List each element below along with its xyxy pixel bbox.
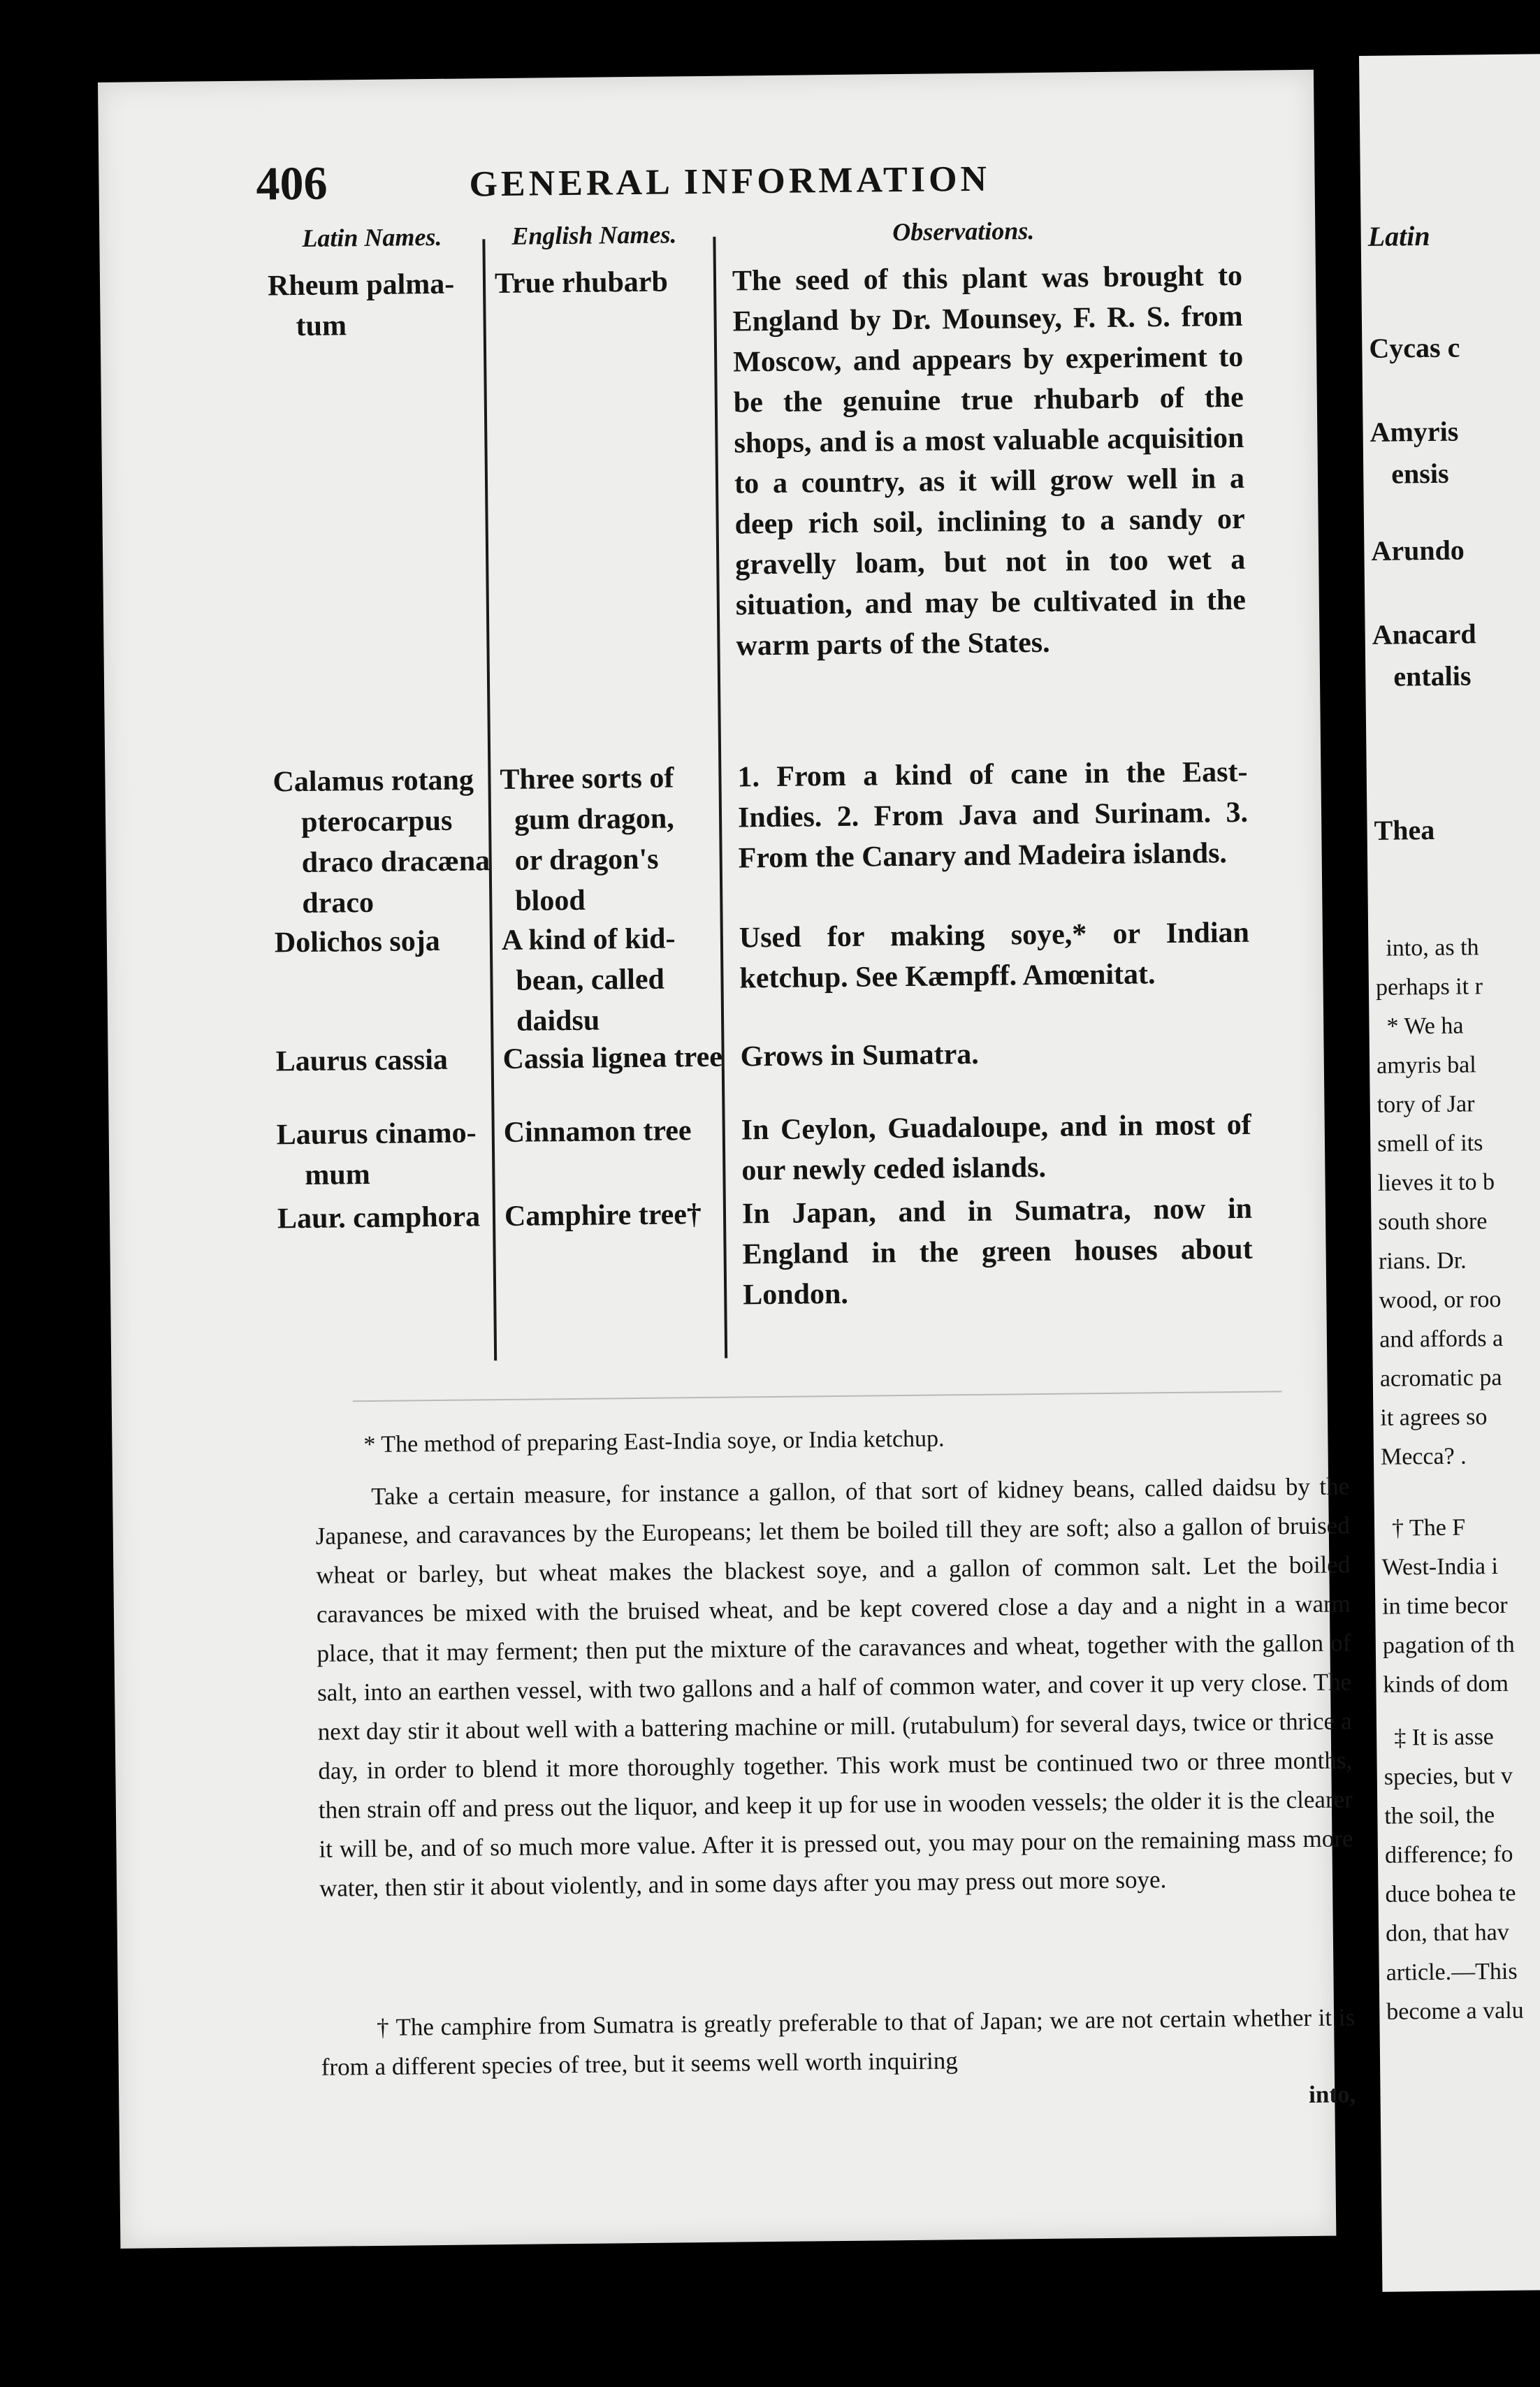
book-page — [98, 70, 1356, 2249]
latin-name: Laurus cassia — [275, 1043, 449, 1078]
page-header — [99, 145, 1315, 214]
english-name: Three sorts of gum dragon, or dragon's blood — [500, 762, 675, 917]
facing-line: pagation of th — [1382, 1631, 1515, 1659]
observation: 1. From a kind of cane in the East-Indies. 2. From Java and Surinam. 3. From the Canary and Madeira islands. — [737, 755, 1249, 875]
latin-name: Rheum palma- tum — [267, 268, 455, 343]
observation: Used for making soye,* or Indian ketchup. See Kæmpff. Amœnitat. — [739, 916, 1250, 995]
english-name: True rhubarb — [494, 266, 669, 300]
latin-name: Calamus rotang pterocarpus draco dracæna draco — [273, 764, 491, 920]
facing-line: the soil, the — [1384, 1802, 1495, 1829]
facing-line: West-India i — [1381, 1553, 1499, 1581]
facing-line: into, as th — [1386, 934, 1479, 962]
facing-line: lieves it to b — [1377, 1169, 1495, 1196]
table-end-rule — [353, 1391, 1282, 1402]
facing-line: * We ha — [1386, 1013, 1464, 1040]
latin-name: Laurus cinamo- mum — [276, 1117, 477, 1191]
facing-line: tory of Jar — [1376, 1091, 1475, 1118]
running-title: GENERAL INFORMATION — [469, 159, 991, 205]
english-name: Cassia lignea tree — [502, 1040, 723, 1076]
facing-line: Mecca? . — [1380, 1443, 1467, 1470]
facing-line: duce bohea te — [1385, 1880, 1516, 1908]
facing-line: † The F — [1391, 1514, 1466, 1541]
facing-line: Thea — [1374, 813, 1435, 846]
footnote-title: * The method of preparing East-India soye, or India ketchup. — [363, 1425, 945, 1458]
footnote-soye: Take a certain measure, for instance a gallon, of that sort of kidney beans, called daidsu by the Japanese, and caravances by the Europeans; let them be boiled till they are soft; also a gallon of bruised wheat or barley, but wheat makes the blackest soye, and a gallon of common salt. Let the boiled caravances be mixed with the bruised wheat, and be kept covered close a day and a night in a warm place, that it may ferment; then put the mixture of the caravances and wheat, together with the gallon of salt, into an earthen vessel, with two gallons and a half of common water, and cover it up very close. The next day stir it about well with a battering machine or mill. (rutabulum) for several days, twice or thrice a day, in order to blend it more thoroughly together. This work must be continued two or three months, then strain off and press out the liquor, and keep it up for use in wooden vessels; the older it is the clearer it will be, and of so much more value. After it is pressed out, you may pour on the remaining mass more water, then stir it about violently, and in some days after you may press out more soye. — [315, 1472, 1353, 1902]
facing-line: ‡ It is asse — [1394, 1724, 1494, 1751]
english-names-heading: English Names. — [511, 220, 677, 250]
facing-line: Cycas c — [1369, 331, 1460, 364]
catchword: into, — [1308, 2080, 1356, 2109]
facing-line: species, but v — [1383, 1762, 1513, 1790]
observations-heading: Observations. — [892, 216, 1035, 247]
english-name: Camphire tree† — [504, 1198, 702, 1233]
observation: Grows in Sumatra. — [740, 1038, 979, 1073]
facing-line: it agrees so — [1380, 1404, 1488, 1431]
facing-page-edge — [1359, 54, 1540, 2292]
facing-line: Anacard — [1372, 618, 1476, 651]
footnote-camphire: † The camphire from Sumatra is greatly preferable to that of Japan; we are not certain whether it is from a different species of tree, but it seems well worth inquiring — [321, 2003, 1356, 2081]
observation: In Ceylon, Guadaloupe, and in most of our newly ceded islands. — [741, 1108, 1251, 1187]
facing-line: and affords a — [1379, 1325, 1504, 1353]
facing-line: Arundo — [1371, 534, 1465, 567]
facing-line: Latin — [1367, 219, 1430, 252]
english-name: A kind of kid- bean, called daidsu — [501, 922, 676, 1038]
observation: The seed of this plant was brought to England by Dr. Mounsey, F. R. S. from Moscow, and appears by experiment to be the genuine true rhubarb of the shops, and is a most valuable acquisition to a country, as it will grow well in a deep rich soil, inclining to a sandy or gravelly loam, but not in too wet a situation, and may be cultivated in the warm parts of the States. — [732, 259, 1247, 662]
facing-line: in time becor — [1382, 1592, 1508, 1620]
facing-line: acromatic pa — [1379, 1364, 1502, 1392]
facing-line: wood, or roo — [1379, 1286, 1502, 1314]
facing-line: ensis — [1391, 457, 1449, 490]
facing-line: difference; fo — [1384, 1841, 1513, 1869]
english-name: Cinnamon tree — [503, 1115, 692, 1149]
facing-line: article.—This — [1386, 1958, 1518, 1986]
facing-line: perhaps it r — [1375, 973, 1483, 1001]
facing-line: become a valu — [1386, 1997, 1524, 2025]
facing-line: rians. Dr. — [1378, 1247, 1467, 1275]
facing-line: smell of its — [1377, 1130, 1483, 1157]
column-rule-right — [713, 237, 727, 1358]
facing-line: kinds of dom — [1383, 1670, 1509, 1698]
observation: In Japan, and in Sumatra, now in England in the green houses about London. — [741, 1192, 1253, 1312]
facing-line: Amyris — [1370, 415, 1459, 448]
facing-line: don, that hav — [1385, 1919, 1509, 1947]
page-number: 406 — [256, 156, 328, 210]
latin-name: Dolichos soja — [274, 924, 440, 959]
facing-line: amyris bal — [1376, 1052, 1476, 1079]
facing-line: south shore — [1378, 1208, 1488, 1235]
latin-name: Laur. camphora — [277, 1200, 481, 1235]
facing-line: entalis — [1393, 660, 1472, 692]
latin-names-heading: Latin Names. — [302, 222, 442, 252]
